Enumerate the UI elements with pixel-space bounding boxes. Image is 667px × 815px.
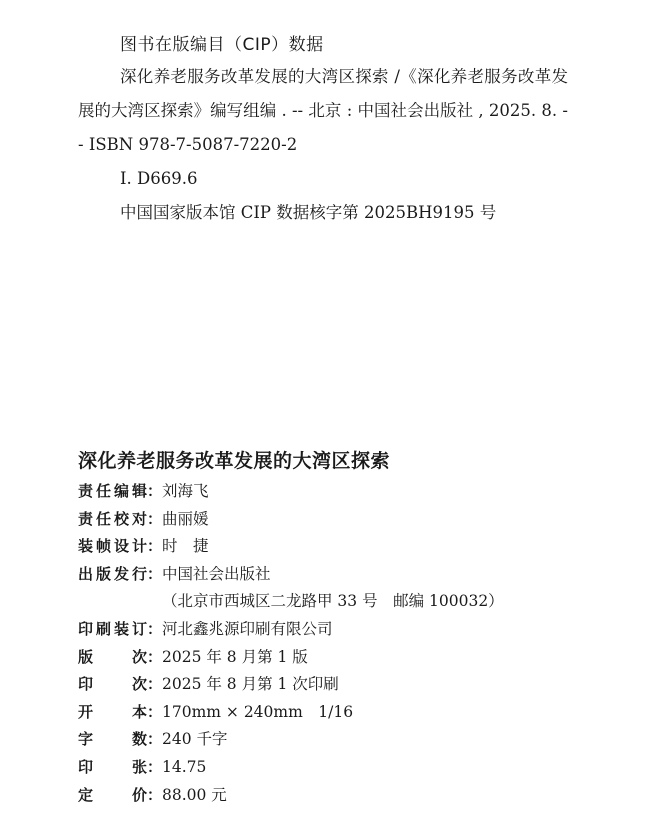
detail-value: 2025 年 8 月第 1 次印刷 [162, 675, 339, 694]
detail-value: 刘海飞 [162, 482, 209, 500]
detail-label [78, 782, 162, 810]
detail-continuation: （北京市西城区二龙路甲 33 号 邮编 100032） [162, 592, 504, 611]
detail-label [78, 671, 162, 699]
detail-label-text: 印 刷 装 订 [78, 619, 147, 638]
detail-row [78, 533, 598, 561]
detail-label-colon: ： [146, 537, 162, 556]
detail-value: 170mm × 240mm 1/16 [162, 702, 354, 721]
detail-row [78, 699, 598, 727]
detail-label-colon: ： [146, 509, 162, 528]
cip-classification: Ⅰ. D669.6 [120, 169, 198, 188]
detail-label-text: 出 版 发 行 [78, 564, 147, 583]
detail-row [78, 644, 598, 672]
detail-row [78, 782, 598, 810]
detail-label-text: 定 价 [78, 785, 147, 804]
detail-label-text: 开 本 [78, 702, 147, 721]
detail-value: 14.75 [162, 757, 207, 776]
detail-value: 时 捷 [162, 537, 209, 556]
detail-label [78, 478, 162, 506]
detail-label [78, 754, 162, 782]
detail-label [78, 699, 162, 727]
detail-value: 88.00 元 [162, 785, 227, 804]
detail-label [78, 616, 162, 644]
detail-label-text: 版 次 [78, 647, 147, 666]
detail-value: 曲丽媛 [162, 509, 209, 528]
cip-record [78, 60, 568, 230]
detail-label [78, 644, 162, 672]
detail-label-colon: ： [146, 785, 162, 804]
detail-value: 240 千字 [162, 730, 228, 749]
detail-label [78, 533, 162, 561]
detail-label-colon: ： [146, 619, 162, 638]
cip-description: 深化养老服务改革发展的大湾区探索 /《深化养老服务改革发展的大湾区探索》编写组编 . -- 北京 : 中国社会出版社 , 2025. 8. -- ISBN 978-7-5087-7220-2 [78, 67, 568, 154]
detail-label-colon: ： [146, 675, 162, 694]
cip-verification-number: 中国国家版本馆 CIP 数据核字第 2025BH9195 号 [120, 203, 497, 222]
detail-label-text: 责 任 编 辑 [78, 482, 147, 500]
book-details [78, 478, 598, 809]
detail-label-text: 印 张 [78, 757, 147, 776]
book-title: 深化养老服务改革发展的大湾区探索 [78, 450, 391, 472]
detail-label [78, 561, 162, 589]
detail-row [78, 561, 598, 589]
detail-label-colon: ： [146, 702, 162, 721]
detail-label-text: 字 数 [78, 730, 147, 749]
detail-label-colon: ： [146, 647, 162, 666]
detail-label-text: 责 任 校 对 [78, 509, 147, 528]
detail-label-colon: ： [146, 757, 162, 776]
detail-label [78, 726, 162, 754]
detail-label-colon: ： [146, 730, 162, 749]
cip-heading: 图书在版编目（CIP）数据 [120, 35, 324, 55]
detail-label-text: 印 次 [78, 675, 147, 694]
detail-row [78, 478, 598, 506]
detail-row [78, 671, 598, 699]
detail-label-text: 装 帧 设 计 [78, 537, 147, 556]
detail-row [78, 506, 598, 534]
detail-label-colon: ： [146, 564, 162, 583]
detail-row [78, 726, 598, 754]
detail-value: 河北鑫兆源印刷有限公司 [162, 619, 333, 638]
detail-value: 2025 年 8 月第 1 版 [162, 647, 308, 666]
detail-label-colon: ： [146, 482, 162, 500]
detail-row [78, 616, 598, 644]
detail-row [78, 754, 598, 782]
detail-label [78, 506, 162, 534]
detail-value: 中国社会出版社 [162, 564, 271, 583]
